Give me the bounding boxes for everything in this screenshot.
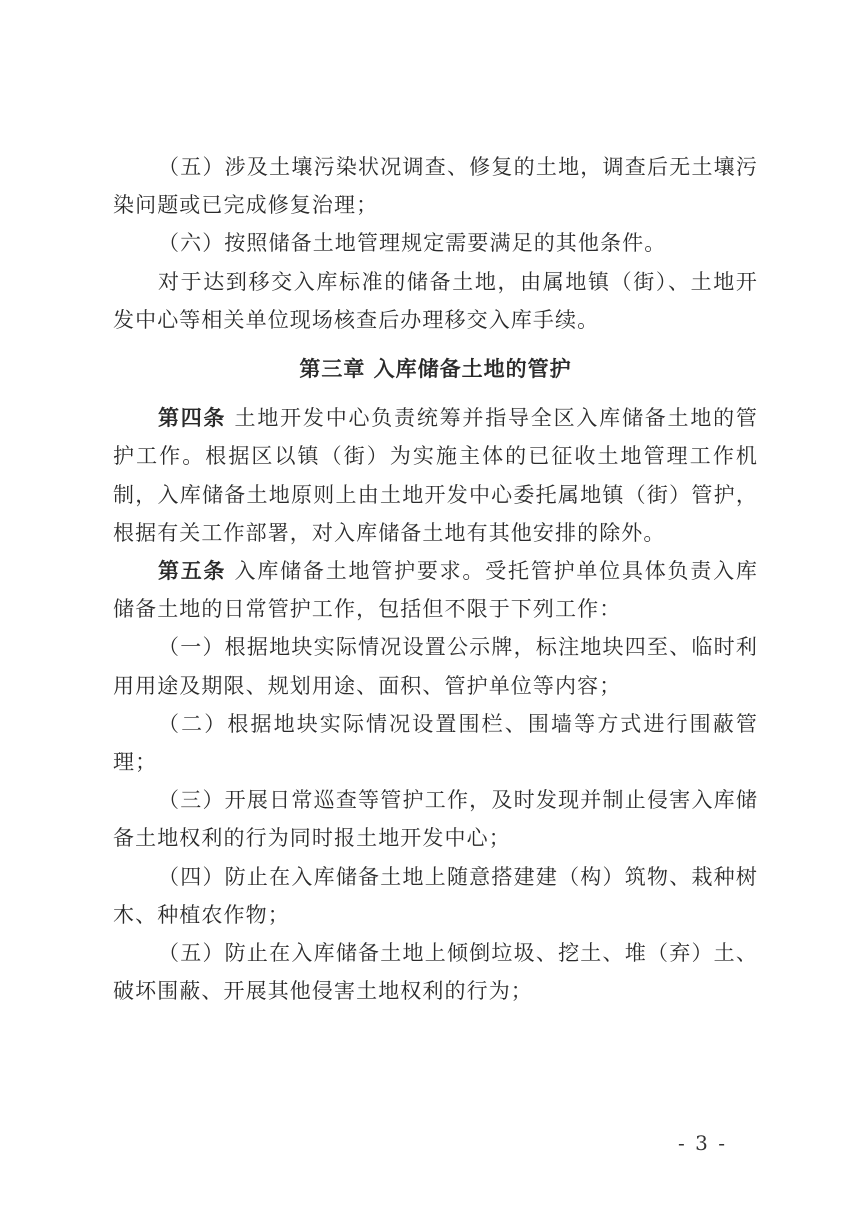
- list-item-1: （一）根据地块实际情况设置公示牌，标注地块四至、临时利用用途及期限、规划用途、面积、管护单位等内容；: [113, 635, 758, 698]
- article-4-label: 第四条: [158, 406, 227, 431]
- list-item-4: （四）防止在入库储备土地上随意搭建建（构）筑物、栽种树木、种植农作物；: [113, 864, 758, 927]
- list-item-5: （五）防止在入库储备土地上倾倒垃圾、挖土、堆（弃）土、破坏围蔽、开展其他侵害土地权利的行为；: [113, 941, 758, 1004]
- paragraph-item-6-top: （六）按照储备土地管理规定需要满足的其他条件。: [158, 231, 667, 256]
- chapter-title: 第三章 入库储备土地的管护: [299, 357, 572, 382]
- page-number: - 3 -: [678, 1131, 727, 1155]
- article-4-text: 土地开发中心负责统筹并指导全区入库储备土地的管护工作。根据区以镇（街）为实施主体的已征收土地管理工作机制，入库储备土地原则上由土地开发中心委托属地镇（街）管护，根据有关工作部署，对入库储备土地有其他安排的除外。: [113, 406, 759, 545]
- paragraph-transfer: 对于达到移交入库标准的储备土地，由属地镇（街）、土地开发中心等相关单位现场核查后办理移交入库手续。: [113, 269, 758, 332]
- article-4: [113, 399, 758, 552]
- paragraph-item-5-top: （五）涉及土壤污染状况调查、修复的土地，调查后无土壤污染问题或已完成修复治理；: [113, 155, 758, 218]
- list-item-2: （二）根据地块实际情况设置围栏、围墙等方式进行围蔽管理；: [113, 711, 758, 775]
- article-5-label: 第五条: [158, 559, 227, 584]
- article-5-text: 入库储备土地管护要求。受托管护单位具体负责入库储备土地的日常管护工作，包括但不限于下列工作：: [113, 559, 759, 622]
- list-item-3: （三）开展日常巡查等管护工作，及时发现并制止侵害入库储备土地权利的行为同时报土地开发中心；: [113, 788, 758, 851]
- article-5: [113, 552, 758, 628]
- document-body: [113, 148, 758, 1010]
